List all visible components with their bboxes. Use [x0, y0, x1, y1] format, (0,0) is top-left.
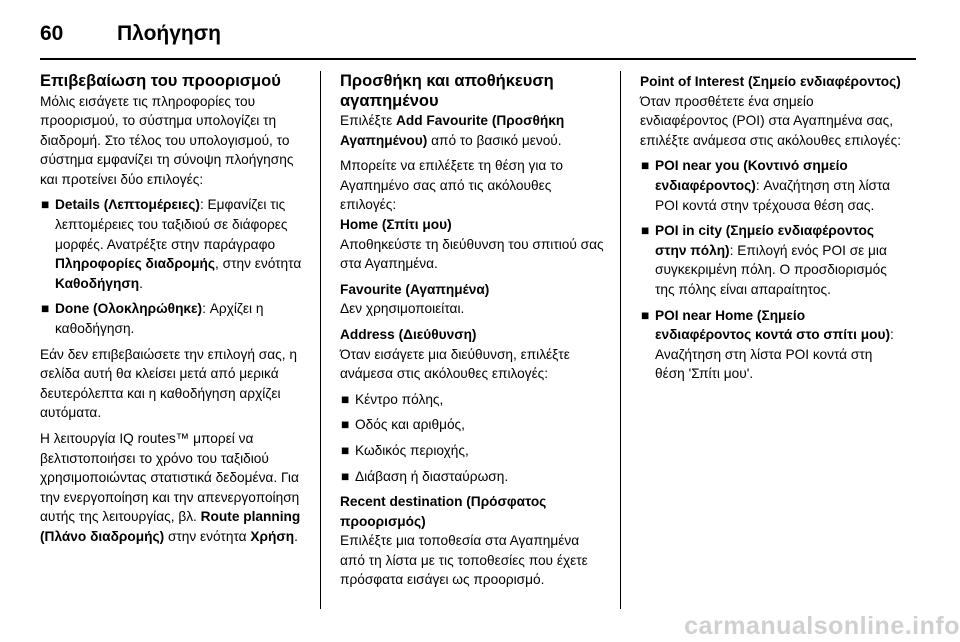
column-divider-2 — [620, 71, 621, 609]
item-text: Κωδικός περιοχής, — [355, 442, 469, 458]
item-text: Οδός και αριθμός, — [355, 417, 465, 433]
paragraph-options: Μπορείτε να επιλέξετε τη θέση για το Αγαπημένο σας από τις ακόλουθες επιλογές: — [340, 158, 563, 213]
item-text: : Επιλογή ενός POI σε μια συγκεκριμένη πόλη. Ο προσδιορισμός της πόλης είναι απαραίτητος. — [655, 242, 887, 297]
item-text: , στην ενότητα — [215, 256, 302, 272]
list-item — [340, 415, 604, 435]
text: στην ενότητα — [164, 528, 251, 544]
column-2 — [340, 72, 604, 590]
list-item-poi-near-home — [640, 306, 904, 384]
section-heading-confirm-destination: Επιβεβαίωση του προορισμού — [40, 72, 281, 90]
reference-guidance: Καθοδήγηση — [55, 275, 140, 291]
reference-add-favourite: Add Favourite (Προσθήκη Αγαπημένου) — [340, 113, 565, 148]
page-header — [40, 14, 920, 54]
watermark: carmanualsonline.info — [684, 612, 960, 640]
paragraph-iq-routes — [40, 429, 304, 547]
paragraph-home: Αποθηκεύστε τη διεύθυνση του σπιτιού σας στα Αγαπημένα. — [340, 236, 604, 272]
page-number: 60 — [40, 22, 64, 45]
text: . — [294, 528, 298, 544]
column-3 — [640, 72, 904, 390]
term-done: Done (Ολοκληρώθηκε) — [55, 301, 203, 317]
term-poi-near-you: POI near you (Κοντινό σημείο ενδιαφέροντος) — [655, 158, 848, 193]
list-item — [340, 441, 604, 461]
subheading-recent-destination: Recent destination (Πρόσφατος προορισμός) — [340, 494, 547, 529]
item-text: : Αναζήτηση στη λίστα POI κοντά στην τρέχουσα θέση σας. — [655, 177, 891, 213]
list-item-poi-near-you — [640, 156, 904, 215]
section-heading-add-favourite: Προσθήκη και αποθήκευση αγαπημένου — [340, 72, 554, 110]
address-options-list — [340, 390, 604, 486]
subheading-favourite: Favourite (Αγαπημένα) — [340, 281, 490, 297]
item-text: Διάβαση ή διασταύρωση. — [355, 468, 509, 484]
bullet-icon: ■ — [41, 301, 50, 317]
bullet-icon: ■ — [341, 442, 350, 458]
paragraph-auto-start: Εάν δεν επιβεβαιώσετε την επιλογή σας, η σελίδα αυτή θα κλείσει μετά από μερικά δευτερόλεπτα και η καθοδήγηση αρχίζει αυτόματα. — [40, 346, 297, 421]
list-item-poi-in-city — [640, 221, 904, 299]
subheading-poi: Point of Interest (Σημείο ενδιαφέροντος) — [640, 74, 901, 89]
list-item-done — [40, 299, 304, 338]
term-poi-in-city: POI in city (Σημείο ενδιαφέροντος στην πόλη) — [655, 223, 874, 258]
item-text: Κέντρο πόλης, — [355, 391, 444, 407]
bullet-icon: ■ — [341, 468, 350, 484]
column-1 — [40, 72, 304, 547]
bullet-icon: ■ — [641, 158, 650, 174]
term-details: Details (Λεπτομέρειες) — [55, 197, 200, 213]
poi-options-list — [640, 156, 904, 384]
item-text: : Εμφανίζει τις λεπτομέρειες του ταξιδιού σε διάφορες μορφές. Ανατρέξτε στην παράγραφο — [55, 197, 288, 252]
options-list — [40, 195, 304, 338]
item-text: . — [139, 275, 143, 291]
paragraph-intro: Μόλις εισάγετε τις πληροφορίες του προορισμού, το σύστημα υπολογίζει τη διαδρομή. Στο τέλος του υπολογισμού, το σύστημα εμφανίζει τη σύνοψη πλοήγησης και προτείνει δύο επιλογές: — [40, 93, 294, 187]
bullet-icon: ■ — [641, 223, 650, 239]
paragraph-recent-destination: Επιλέξτε μια τοποθεσία στα Αγαπημένα από τη λίστα με τις τοποθεσίες που έχετε πρόσφατα εισάγει ως προορισμό. — [340, 533, 588, 588]
item-text: : Αρχίζει η καθοδήγηση. — [55, 301, 264, 337]
bullet-icon: ■ — [41, 197, 50, 213]
page-title: Πλοήγηση — [117, 22, 221, 45]
paragraph-poi: Όταν προσθέτετε ένα σημείο ενδιαφέροντος (POI) στα Αγαπημένα σας, επιλέξτε ανάμεσα στις ακόλουθες επιλογές: — [640, 93, 902, 148]
subheading-home: Home (Σπίτι μου) — [340, 216, 452, 232]
text: Η λειτουργία IQ routes™ μπορεί να βελτιστοποιήσει το χρόνο του ταξιδιού χρησιμοποιώντας στατιστικά δεδομένα. Για την ενεργοποίηση και την απενεργοποίηση αυτής της λειτουργίας, βλ. — [40, 431, 300, 525]
bullet-icon: ■ — [341, 417, 350, 433]
reference-usage: Χρήση — [250, 528, 295, 544]
item-text: : Αναζήτηση στη λίστα POI κοντά στη θέση 'Σπίτι μου'. — [655, 327, 894, 382]
reference-route-planning: Route planning (Πλάνο διαδρομής) — [40, 509, 301, 544]
paragraph-add-favourite — [340, 111, 604, 150]
bullet-icon: ■ — [641, 307, 650, 323]
text: από το βασικό μενού. — [427, 132, 562, 148]
list-item — [340, 390, 604, 410]
column-divider-1 — [320, 71, 321, 609]
subheading-address: Address (Διεύθυνση) — [340, 326, 477, 342]
header-rule — [40, 58, 916, 60]
paragraph-address: Όταν εισάγετε μια διεύθυνση, επιλέξτε ανάμεσα στις ακόλουθες επιλογές: — [340, 346, 570, 382]
list-item-details — [40, 195, 304, 293]
bullet-icon: ■ — [341, 391, 350, 407]
reference-route-info: Πληροφορίες διαδρομής — [55, 256, 216, 272]
list-item — [340, 467, 604, 487]
term-poi-near-home: POI near Home (Σημείο ενδιαφέροντος κοντά στο σπίτι μου) — [655, 307, 891, 343]
text: Επιλέξτε — [340, 113, 396, 128]
paragraph-favourite: Δεν χρησιμοποιείται. — [340, 301, 465, 317]
